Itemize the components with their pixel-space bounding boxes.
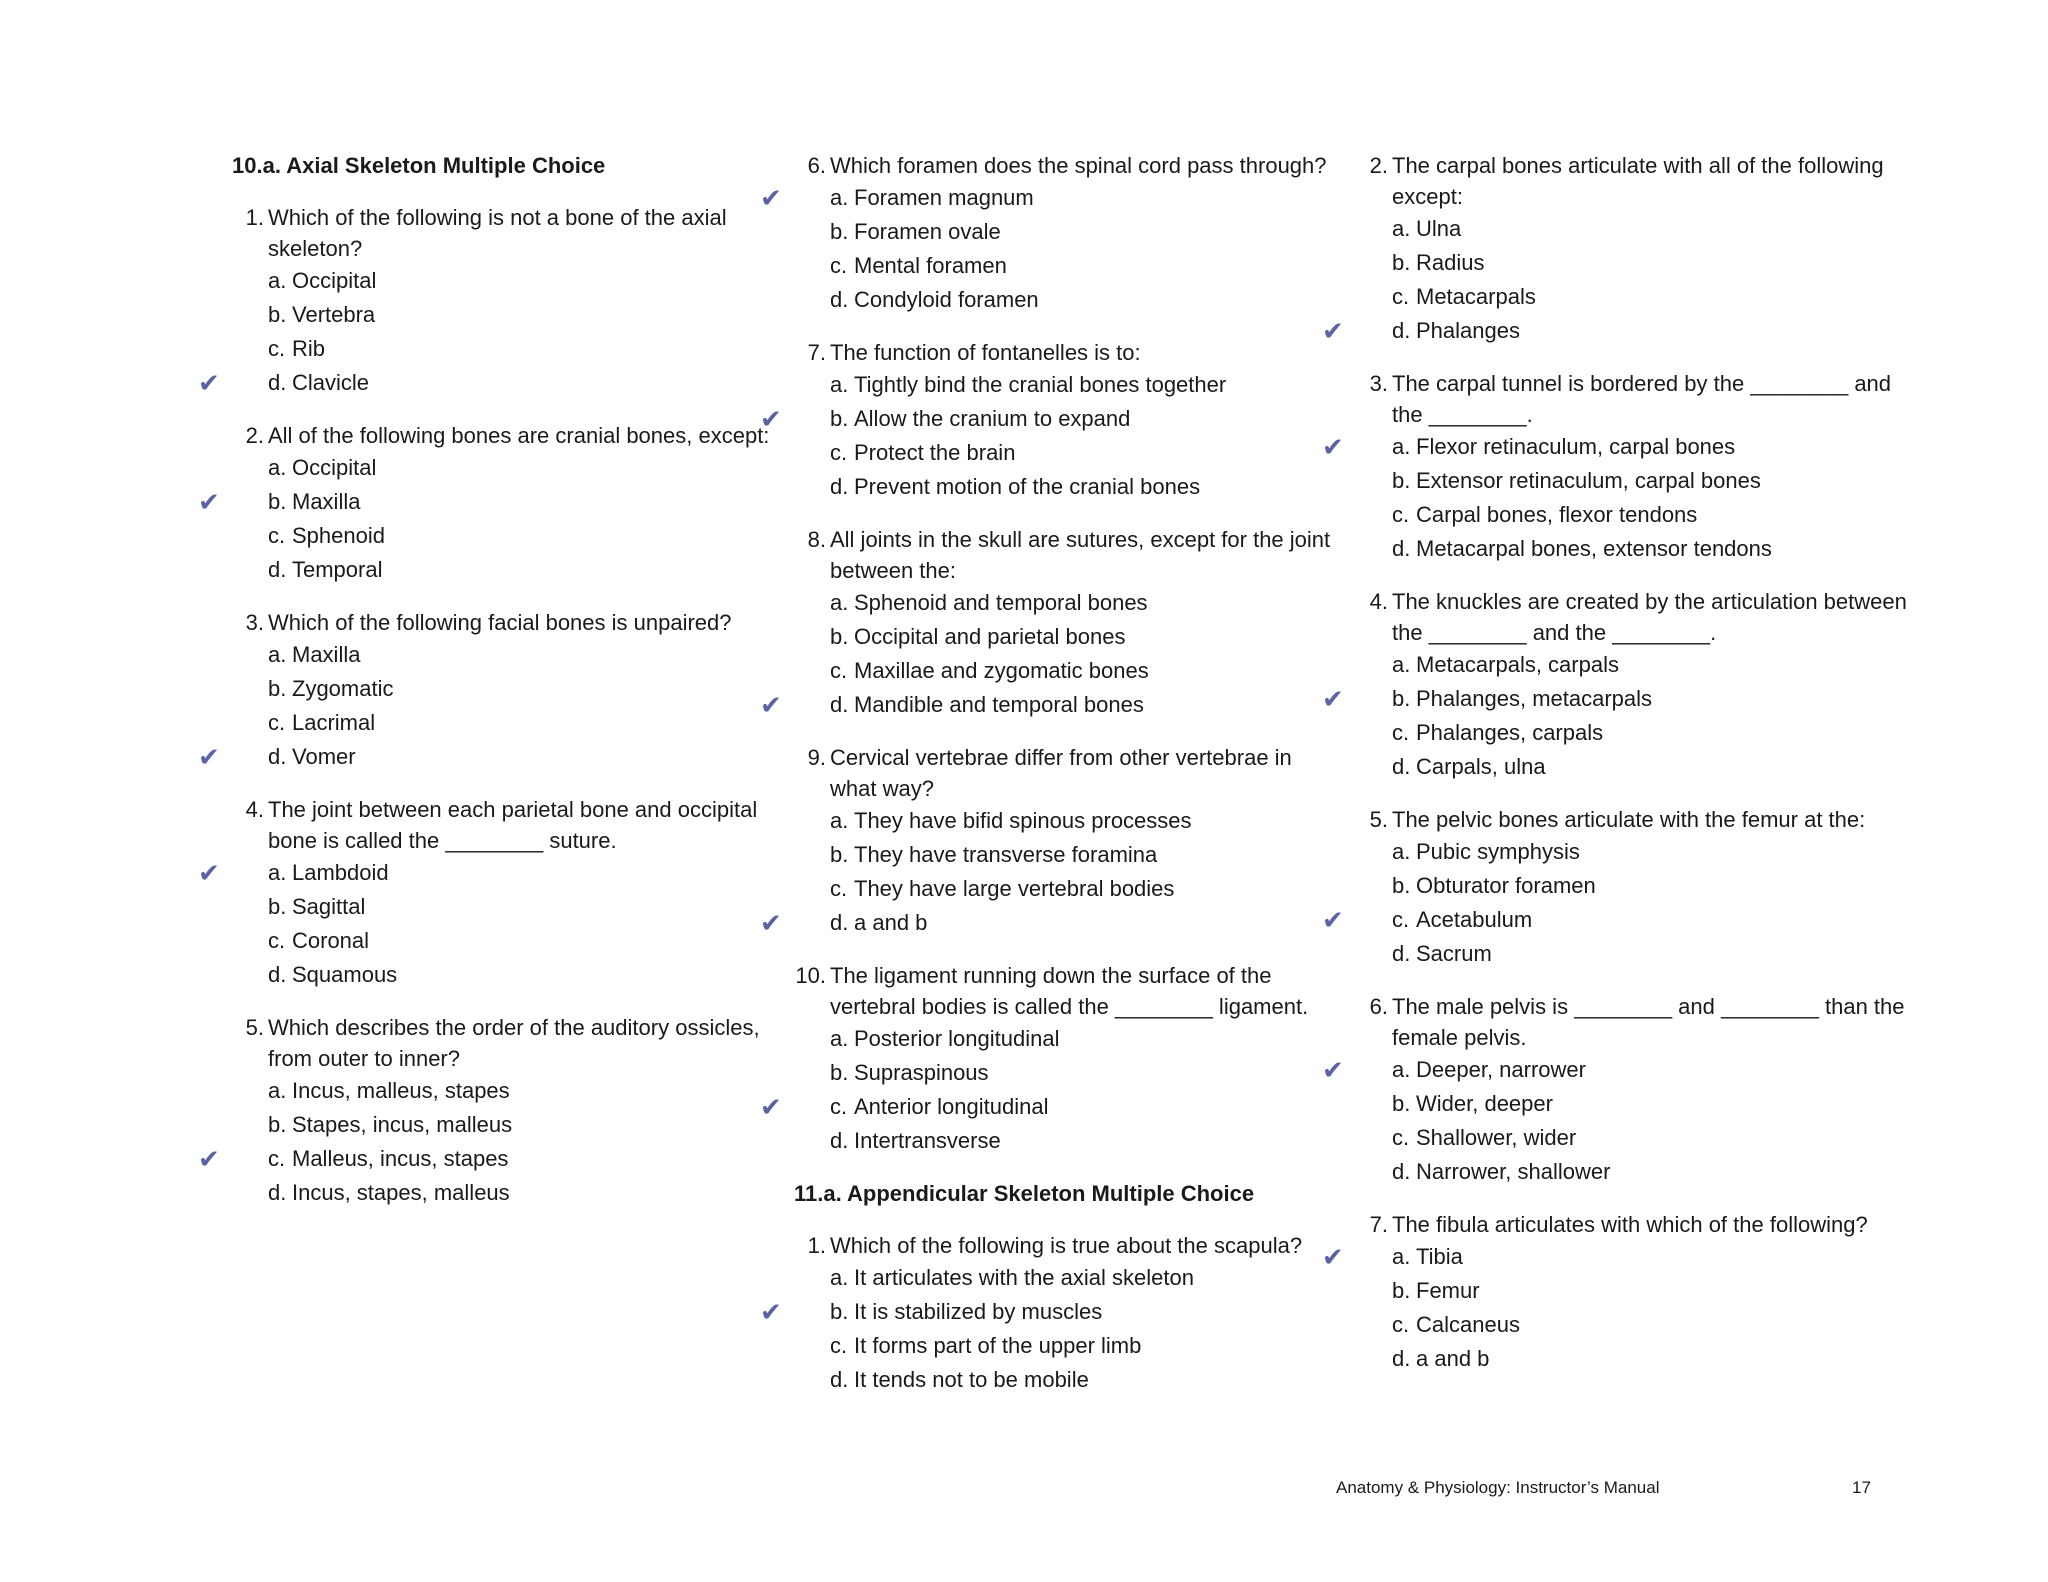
- option-letter: b.: [830, 219, 849, 244]
- option-text: Tightly bind the cranial bones together: [854, 372, 1227, 397]
- checkmark-icon: ✔: [1322, 684, 1344, 714]
- question-text: Cervical vertebrae differ from other vertebrae in what way?: [830, 745, 1292, 801]
- question-stem: [794, 150, 1334, 181]
- option-letter: c.: [268, 336, 286, 361]
- option-letter: b.: [1392, 873, 1411, 898]
- question-block: [1322, 368, 1916, 566]
- question-text: All of the following bones are cranial bones, except:: [268, 423, 770, 448]
- column-2: [760, 150, 1334, 1417]
- option-letter: c.: [830, 253, 848, 278]
- option-letter: c.: [830, 658, 848, 683]
- checkmark-icon: ✔: [760, 1297, 782, 1327]
- option-text: Intertransverse: [854, 1128, 1001, 1153]
- question-block: [198, 202, 772, 400]
- answer-option: [794, 654, 1334, 688]
- option-text: Maxilla: [292, 489, 361, 514]
- option-text: Ulna: [1416, 216, 1462, 241]
- question-number: 6.: [1369, 994, 1388, 1019]
- option-letter: c.: [830, 1094, 848, 1119]
- checkmark-icon: ✔: [198, 368, 220, 398]
- option-text: Condyloid foramen: [854, 287, 1039, 312]
- option-letter: a.: [830, 1026, 849, 1051]
- answer-option: [1356, 532, 1916, 566]
- answer-option: [1356, 750, 1916, 784]
- option-letter: a.: [1392, 1057, 1411, 1082]
- question-text: The fibula articulates with which of the following?: [1392, 1212, 1868, 1237]
- option-letter: c.: [1392, 284, 1410, 309]
- option-letter: a.: [1392, 1244, 1411, 1269]
- answer-option: [1356, 1155, 1916, 1189]
- option-text: Squamous: [292, 962, 398, 987]
- question-number: 1.: [245, 205, 264, 230]
- question-stem: [232, 420, 772, 451]
- question-stem: [794, 524, 1334, 586]
- question-number: 7.: [807, 340, 826, 365]
- answer-option: [794, 368, 1334, 402]
- question-text: The pelvic bones articulate with the femur at the:: [1392, 807, 1866, 832]
- question-text: The carpal tunnel is bordered by the ________ and the ________.: [1392, 371, 1892, 427]
- answer-option: [232, 890, 772, 924]
- answer-option: [198, 740, 772, 774]
- question-text: The function of fontanelles is to:: [830, 340, 1141, 365]
- option-letter: b.: [1392, 1278, 1411, 1303]
- option-text: They have bifid spinous processes: [854, 808, 1192, 833]
- option-text: Stapes, incus, malleus: [292, 1112, 513, 1137]
- checkmark-icon: ✔: [198, 858, 220, 888]
- answer-option: [198, 366, 772, 400]
- option-text: Coronal: [292, 928, 370, 953]
- answer-option: [198, 856, 772, 890]
- answer-option: [794, 1056, 1334, 1090]
- option-letter: d.: [268, 557, 287, 582]
- option-text: Metacarpal bones, extensor tendons: [1416, 536, 1772, 561]
- option-text: Clavicle: [292, 370, 370, 395]
- question-block: [1322, 150, 1916, 348]
- option-text: Vertebra: [292, 302, 376, 327]
- question-block: [1322, 586, 1916, 784]
- option-letter: c.: [1392, 1125, 1410, 1150]
- option-text: Posterior longitudinal: [854, 1026, 1060, 1051]
- question-block: [198, 1012, 772, 1210]
- option-letter: d.: [830, 910, 849, 935]
- question-text: Which of the following is not a bone of the axial skeleton?: [268, 205, 727, 261]
- option-letter: a.: [1392, 652, 1411, 677]
- option-text: Prevent motion of the cranial bones: [854, 474, 1201, 499]
- option-text: Obturator foramen: [1416, 873, 1596, 898]
- question-text: The joint between each parietal bone and occipital bone is called the ________ suture.: [268, 797, 758, 853]
- option-text: Flexor retinaculum, carpal bones: [1416, 434, 1736, 459]
- option-text: It articulates with the axial skeleton: [854, 1265, 1194, 1290]
- answer-option: [794, 1022, 1334, 1056]
- question-stem: [1356, 991, 1916, 1053]
- question-block: [1322, 1209, 1916, 1376]
- option-letter: a.: [1392, 839, 1411, 864]
- option-letter: b.: [830, 406, 849, 431]
- option-letter: d.: [830, 692, 849, 717]
- answer-option: [794, 1124, 1334, 1158]
- option-letter: d.: [1392, 941, 1411, 966]
- option-text: Rib: [292, 336, 326, 361]
- option-letter: b.: [830, 1299, 849, 1324]
- question-number: 9.: [807, 745, 826, 770]
- column-1: [198, 150, 772, 1230]
- option-letter: a.: [1392, 216, 1411, 241]
- question-text: Which of the following facial bones is unpaired?: [268, 610, 732, 635]
- question-block: [760, 742, 1334, 940]
- column-3: [1322, 150, 1916, 1396]
- answer-option: [1322, 682, 1916, 716]
- option-text: Sagittal: [292, 894, 366, 919]
- option-text: Foramen magnum: [854, 185, 1034, 210]
- option-text: Calcaneus: [1416, 1312, 1520, 1337]
- option-text: Metacarpals: [1416, 284, 1536, 309]
- option-letter: b.: [830, 1060, 849, 1085]
- option-letter: c.: [1392, 502, 1410, 527]
- answer-option: [1356, 1342, 1916, 1376]
- option-letter: a.: [830, 808, 849, 833]
- option-letter: b.: [268, 1112, 287, 1137]
- question-number: 1.: [807, 1233, 826, 1258]
- question-text: Which of the following is true about the scapula?: [830, 1233, 1303, 1258]
- answer-option: [1356, 835, 1916, 869]
- checkmark-icon: ✔: [1322, 1242, 1344, 1272]
- answer-option: [794, 1329, 1334, 1363]
- question-stem: [232, 202, 772, 264]
- answer-option: [794, 620, 1334, 654]
- answer-option: [232, 706, 772, 740]
- option-letter: c.: [1392, 1312, 1410, 1337]
- answer-option: [1356, 869, 1916, 903]
- option-text: Sphenoid: [292, 523, 385, 548]
- question-block: [1322, 804, 1916, 971]
- option-text: Pubic symphysis: [1416, 839, 1580, 864]
- answer-option: [794, 249, 1334, 283]
- option-letter: a.: [268, 1078, 287, 1103]
- question-number: 4.: [1369, 589, 1388, 614]
- answer-option: [1322, 314, 1916, 348]
- question-text: Which foramen does the spinal cord pass through?: [830, 153, 1327, 178]
- option-text: Metacarpals, carpals: [1416, 652, 1619, 677]
- checkmark-icon: ✔: [760, 908, 782, 938]
- option-text: Phalanges, carpals: [1416, 720, 1604, 745]
- option-letter: d.: [830, 1367, 849, 1392]
- answer-option: [1356, 716, 1916, 750]
- option-letter: c.: [1392, 907, 1410, 932]
- option-letter: b.: [830, 842, 849, 867]
- answer-option: [232, 638, 772, 672]
- option-letter: b.: [1392, 1091, 1411, 1116]
- question-stem: [1356, 804, 1916, 835]
- option-text: Maxillae and zygomatic bones: [854, 658, 1149, 683]
- question-number: 8.: [807, 527, 826, 552]
- option-text: a and b: [1416, 1346, 1490, 1371]
- question-number: 2.: [245, 423, 264, 448]
- option-text: Mental foramen: [854, 253, 1007, 278]
- checkmark-icon: ✔: [1322, 905, 1344, 935]
- answer-option: [1322, 1240, 1916, 1274]
- answer-option: [1356, 212, 1916, 246]
- answer-option: [760, 906, 1334, 940]
- option-letter: d.: [1392, 754, 1411, 779]
- option-letter: c.: [1392, 720, 1410, 745]
- answer-option: [232, 958, 772, 992]
- option-letter: d.: [830, 287, 849, 312]
- answer-option: [198, 1142, 772, 1176]
- question-block: [1322, 991, 1916, 1189]
- option-letter: a.: [268, 642, 287, 667]
- question-block: [760, 150, 1334, 317]
- option-letter: a.: [1392, 434, 1411, 459]
- option-letter: a.: [268, 268, 287, 293]
- question-number: 6.: [807, 153, 826, 178]
- answer-option: [760, 181, 1334, 215]
- question-stem: [794, 1230, 1334, 1261]
- option-letter: b.: [268, 302, 287, 327]
- answer-option: [794, 215, 1334, 249]
- option-text: Supraspinous: [854, 1060, 989, 1085]
- footer-title: Anatomy & Physiology: Instructor’s Manual: [1336, 1478, 1660, 1497]
- option-text: Malleus, incus, stapes: [292, 1146, 509, 1171]
- option-letter: d.: [268, 962, 287, 987]
- option-letter: c.: [830, 440, 848, 465]
- answer-option: [1356, 937, 1916, 971]
- option-text: Occipital: [292, 455, 377, 480]
- question-block: [760, 337, 1334, 504]
- question-stem: [794, 742, 1334, 804]
- question-number: 4.: [245, 797, 264, 822]
- answer-option: [232, 332, 772, 366]
- answer-option: [794, 436, 1334, 470]
- answer-option: [794, 470, 1334, 504]
- question-text: The male pelvis is ________ and ________ than the female pelvis.: [1392, 994, 1905, 1050]
- option-text: Occipital and parietal bones: [854, 624, 1126, 649]
- answer-option: [1322, 430, 1916, 464]
- option-letter: d.: [268, 744, 287, 769]
- option-letter: a.: [830, 185, 849, 210]
- answer-option: [232, 1176, 772, 1210]
- option-text: They have transverse foramina: [854, 842, 1158, 867]
- answer-option: [1322, 1053, 1916, 1087]
- option-letter: d.: [830, 1128, 849, 1153]
- question-stem: [794, 337, 1334, 368]
- option-text: Femur: [1416, 1278, 1480, 1303]
- option-text: Radius: [1416, 250, 1485, 275]
- option-letter: d.: [1392, 1159, 1411, 1184]
- option-text: Extensor retinaculum, carpal bones: [1416, 468, 1761, 493]
- answer-option: [1356, 1274, 1916, 1308]
- option-text: Lacrimal: [292, 710, 376, 735]
- question-stem: [794, 960, 1334, 1022]
- option-text: Phalanges, metacarpals: [1416, 686, 1653, 711]
- option-text: They have large vertebral bodies: [854, 876, 1175, 901]
- answer-option: [1356, 1087, 1916, 1121]
- option-text: Zygomatic: [292, 676, 394, 701]
- question-text: All joints in the skull are sutures, except for the joint between the:: [830, 527, 1331, 583]
- answer-option: [794, 804, 1334, 838]
- question-block: [198, 794, 772, 992]
- answer-option: [1356, 648, 1916, 682]
- option-text: Allow the cranium to expand: [854, 406, 1131, 431]
- answer-option: [1322, 903, 1916, 937]
- option-letter: c.: [830, 1333, 848, 1358]
- option-text: Occipital: [292, 268, 377, 293]
- question-number: 7.: [1369, 1212, 1388, 1237]
- answer-option: [794, 1363, 1334, 1397]
- option-text: Phalanges: [1416, 318, 1520, 343]
- answer-option: [232, 553, 772, 587]
- checkmark-icon: ✔: [1322, 316, 1344, 346]
- option-text: Incus, stapes, malleus: [292, 1180, 510, 1205]
- option-text: Sacrum: [1416, 941, 1492, 966]
- option-letter: a.: [268, 455, 287, 480]
- answer-option: [1356, 1121, 1916, 1155]
- option-text: Acetabulum: [1416, 907, 1533, 932]
- answer-option: [232, 1108, 772, 1142]
- option-letter: b.: [268, 894, 287, 919]
- answer-option: [1356, 280, 1916, 314]
- checkmark-icon: ✔: [760, 404, 782, 434]
- option-text: Sphenoid and temporal bones: [854, 590, 1148, 615]
- answer-option: [232, 519, 772, 553]
- question-stem: [232, 1012, 772, 1074]
- option-text: Narrower, shallower: [1416, 1159, 1611, 1184]
- answer-option: [760, 688, 1334, 722]
- option-letter: b.: [1392, 250, 1411, 275]
- answer-option: [1356, 498, 1916, 532]
- question-stem: [232, 607, 772, 638]
- answer-option: [794, 838, 1334, 872]
- section-heading: 10.a. Axial Skeleton Multiple Choice: [232, 153, 606, 178]
- question-block: [760, 960, 1334, 1158]
- answer-option: [232, 1074, 772, 1108]
- option-text: Mandible and temporal bones: [854, 692, 1144, 717]
- option-letter: c.: [268, 1146, 286, 1171]
- question-stem: [232, 794, 772, 856]
- option-letter: d.: [268, 370, 287, 395]
- option-letter: a.: [830, 1265, 849, 1290]
- question-number: 3.: [245, 610, 264, 635]
- option-text: Foramen ovale: [854, 219, 1001, 244]
- question-stem: [1356, 150, 1916, 212]
- option-letter: b.: [830, 624, 849, 649]
- question-number: 10.: [795, 963, 826, 988]
- question-stem: [1356, 368, 1916, 430]
- answer-option: [760, 402, 1334, 436]
- question-text: The ligament running down the surface of the vertebral bodies is called the ________ ligament.: [830, 963, 1309, 1019]
- question-text: The knuckles are created by the articulation between the ________ and the ________.: [1392, 589, 1907, 645]
- question-stem: [1356, 1209, 1916, 1240]
- option-text: Shallower, wider: [1416, 1125, 1577, 1150]
- option-letter: c.: [268, 710, 286, 735]
- question-number: 5.: [1369, 807, 1388, 832]
- option-text: Temporal: [292, 557, 383, 582]
- option-letter: c.: [268, 928, 286, 953]
- answer-option: [1356, 464, 1916, 498]
- option-text: It forms part of the upper limb: [854, 1333, 1142, 1358]
- checkmark-icon: ✔: [760, 1092, 782, 1122]
- answer-option: [232, 264, 772, 298]
- answer-option: [198, 485, 772, 519]
- checkmark-icon: ✔: [760, 183, 782, 213]
- option-text: Protect the brain: [854, 440, 1016, 465]
- option-letter: b.: [268, 676, 287, 701]
- option-text: Maxilla: [292, 642, 361, 667]
- option-text: Carpal bones, flexor tendons: [1416, 502, 1698, 527]
- answer-option: [232, 672, 772, 706]
- option-text: It is stabilized by muscles: [854, 1299, 1103, 1324]
- answer-option: [760, 1090, 1334, 1124]
- option-text: Deeper, narrower: [1416, 1057, 1586, 1082]
- option-letter: d.: [1392, 1346, 1411, 1371]
- question-number: 3.: [1369, 371, 1388, 396]
- option-letter: a.: [830, 372, 849, 397]
- option-letter: c.: [830, 876, 848, 901]
- option-text: Tibia: [1416, 1244, 1463, 1269]
- answer-option: [1356, 1308, 1916, 1342]
- option-letter: c.: [268, 523, 286, 548]
- option-letter: d.: [830, 474, 849, 499]
- checkmark-icon: ✔: [760, 690, 782, 720]
- checkmark-icon: ✔: [198, 487, 220, 517]
- answer-option: [1356, 246, 1916, 280]
- option-letter: b.: [1392, 686, 1411, 711]
- question-number: 5.: [245, 1015, 264, 1040]
- answer-option: [794, 872, 1334, 906]
- option-letter: a.: [830, 590, 849, 615]
- option-letter: d.: [1392, 318, 1411, 343]
- checkmark-icon: ✔: [198, 742, 220, 772]
- checkmark-icon: ✔: [1322, 432, 1344, 462]
- option-text: Wider, deeper: [1416, 1091, 1553, 1116]
- page-number: 17: [1852, 1478, 1871, 1497]
- question-block: [760, 1230, 1334, 1397]
- option-text: Anterior longitudinal: [854, 1094, 1049, 1119]
- answer-option: [232, 924, 772, 958]
- option-text: It tends not to be mobile: [854, 1367, 1089, 1392]
- option-letter: d.: [268, 1180, 287, 1205]
- option-text: a and b: [854, 910, 928, 935]
- answer-option: [760, 1295, 1334, 1329]
- answer-option: [232, 451, 772, 485]
- question-stem: [1356, 586, 1916, 648]
- option-letter: d.: [1392, 536, 1411, 561]
- question-block: [198, 607, 772, 774]
- question-block: [760, 524, 1334, 722]
- answer-option: [794, 1261, 1334, 1295]
- option-text: Lambdoid: [292, 860, 389, 885]
- question-text: Which describes the order of the auditory ossicles, from outer to inner?: [268, 1015, 760, 1071]
- option-letter: a.: [268, 860, 287, 885]
- answer-option: [794, 283, 1334, 317]
- checkmark-icon: ✔: [1322, 1055, 1344, 1085]
- section-heading: 11.a. Appendicular Skeleton Multiple Choice: [794, 1181, 1255, 1206]
- checkmark-icon: ✔: [198, 1144, 220, 1174]
- option-text: Incus, malleus, stapes: [292, 1078, 510, 1103]
- option-letter: b.: [1392, 468, 1411, 493]
- option-text: Vomer: [292, 744, 356, 769]
- question-text: The carpal bones articulate with all of the following except:: [1392, 153, 1884, 209]
- option-text: Carpals, ulna: [1416, 754, 1546, 779]
- question-block: [198, 420, 772, 587]
- answer-option: [232, 298, 772, 332]
- option-letter: b.: [268, 489, 287, 514]
- answer-option: [794, 586, 1334, 620]
- question-number: 2.: [1369, 153, 1388, 178]
